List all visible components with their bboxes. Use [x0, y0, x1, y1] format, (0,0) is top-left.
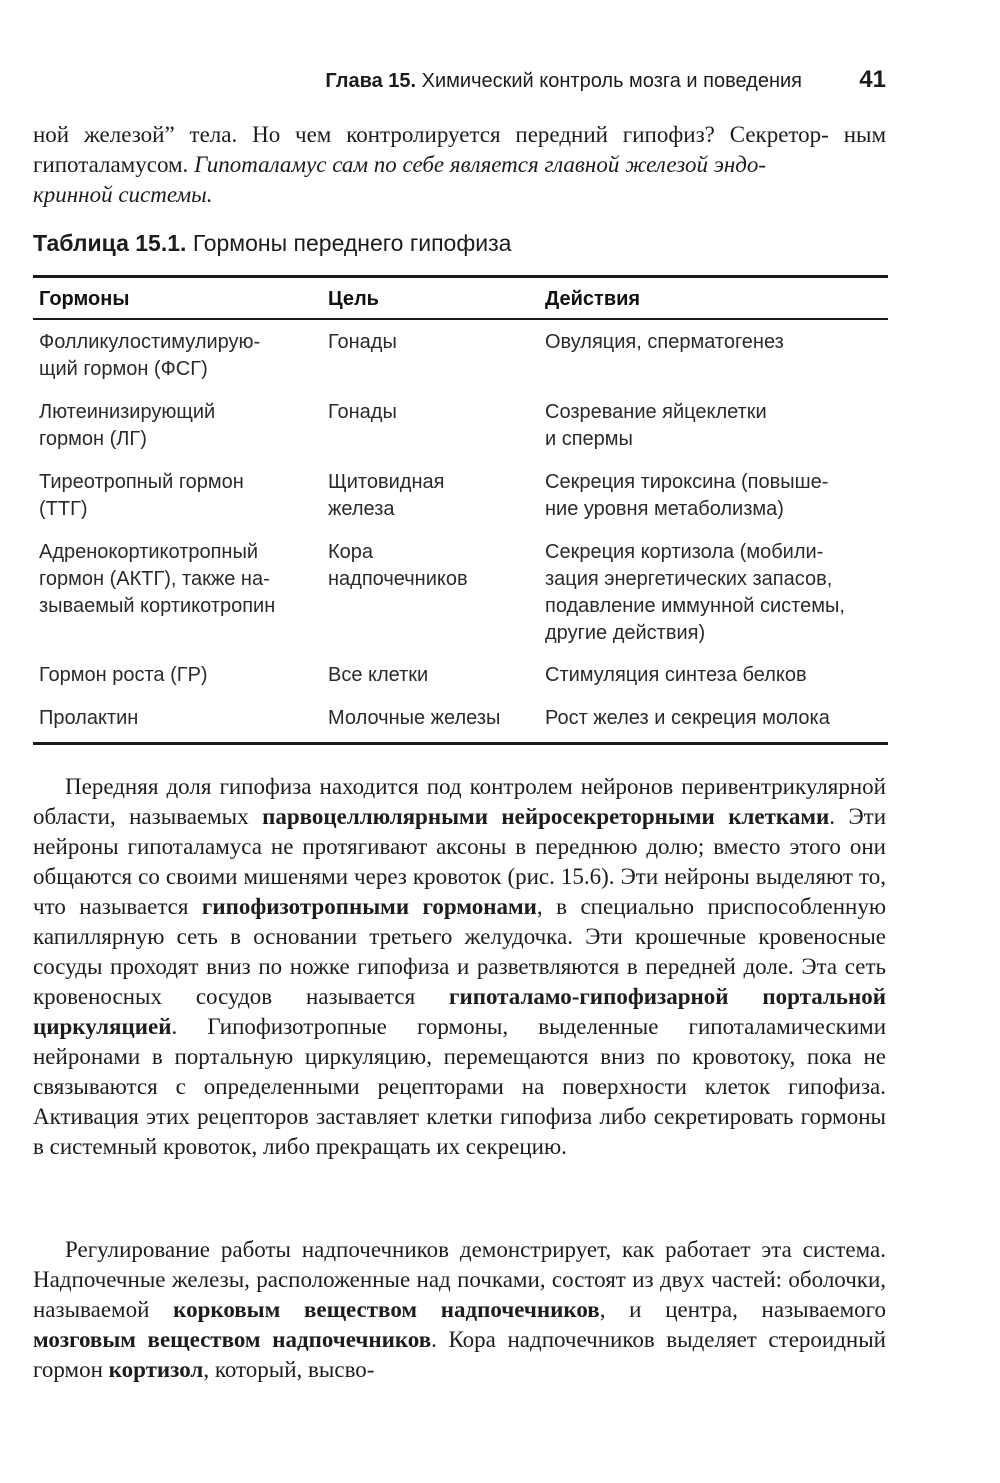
table-cell-target: Щитовидная железа	[328, 471, 445, 520]
intro-line-1: ной железой” тела. Но чем контролируется передний гипофиз? Секретор-	[33, 122, 829, 147]
chapter-title: Химический контроль мозга и поведения	[421, 70, 802, 92]
table-cell-hormone: Фолликулостимулирую- щий гормон (ФСГ)	[39, 331, 261, 380]
intro-line-3: кринной системы.	[33, 182, 213, 207]
table-cell-target: Кора надпочечников	[328, 541, 468, 590]
table-caption-label: Таблица 15.1.	[33, 230, 187, 256]
table-cell-hormone: Гормон роста (ГР)	[39, 664, 208, 686]
column-header-target: Цель	[328, 288, 379, 310]
term-parvocellular-cells: парвоцеллюлярными нейросекреторными клетками	[262, 804, 830, 829]
term-portal-circulation: гипоталамо-гипофизарной портальной циркуляцией	[33, 984, 886, 1039]
table-cell-action: Секреция тироксина (повыше- ние уровня метаболизма)	[545, 471, 829, 520]
term-adrenal-medulla: мозговым веществом надпочечников	[33, 1327, 432, 1352]
paragraph-text: . Кора надпочечников выделяет стероидный гормон	[33, 1327, 886, 1382]
table-top-rule	[33, 275, 888, 278]
table-cell-action: Стимуляция синтеза белков	[545, 664, 807, 686]
table-cell-action: Секреция кортизола (мобили- зация энергетических запасов, подавление иммунной системы, другие действия)	[545, 541, 845, 644]
running-header	[0, 66, 886, 98]
term-hypophysiotropic-hormones: гипофизотропными гормонами	[201, 894, 537, 919]
table-cell-action: Овуляция, сперматогенез	[545, 331, 784, 353]
page-number: 41	[859, 66, 886, 93]
chapter-heading	[325, 70, 802, 93]
paragraph-text: . Гипофизотропные гормоны, выделенные гипоталамическими нейронами в портальную циркуляцию, перемещаются вниз по кровотоку, пока не связываются с определенными рецепторами на поверхности клеток гипофиза. Активация этих рецепторов заставляет клетки гипофиза либо секретировать гормоны в системный кровоток, либо прекращать их секрецию.	[33, 1014, 886, 1159]
term-cortisol: кортизол	[108, 1357, 204, 1382]
term-adrenal-cortex: корковым веществом надпочечников	[173, 1297, 600, 1322]
column-header-hormones: Гормоны	[39, 288, 130, 310]
body-paragraph-2	[33, 1235, 886, 1385]
table-cell-target: Все клетки	[328, 664, 429, 686]
paragraph-text: Регулирование работы надпочечников демонстрирует, как работает эта система. Надпочечные железы, расположенные над почками, состоят из двух частей: оболочки, называемой	[33, 1237, 886, 1322]
column-header-actions: Действия	[545, 288, 641, 310]
table-header-rule	[33, 318, 888, 320]
intro-paragraph	[33, 120, 886, 210]
table-cell-action: Рост желез и секреция молока	[545, 707, 830, 729]
table-cell-hormone: Тиреотропный гормон (ТТГ)	[39, 471, 244, 520]
table-cell-target: Гонады	[328, 401, 397, 423]
table-cell-hormone: Пролактин	[39, 707, 139, 729]
paragraph-text: , и центра, называемого	[599, 1297, 886, 1322]
table-cell-hormone: Лютеинизирующий гормон (ЛГ)	[39, 401, 216, 450]
chapter-label: Глава 15.	[325, 70, 417, 92]
body-paragraph-1	[33, 772, 886, 1162]
table-caption-title: Гормоны переднего гипофиза	[192, 230, 512, 256]
paragraph-text: , который, высво-	[203, 1357, 375, 1382]
table-bottom-rule	[33, 742, 888, 745]
table-cell-action: Созревание яйцеклетки и спермы	[545, 401, 767, 450]
intro-italic-text: Гипоталамус сам по себе является главной железой эндо-	[194, 152, 767, 177]
table-caption	[33, 230, 511, 257]
paragraph-text: , в специально приспособленную капиллярную сеть в основании третьего желудочка. Эти крошечные кровеносные сосуды проходят вниз по ножке гипофиза и разветвляются в передней доле. Эта сеть кровеносных сосудов называется	[33, 894, 887, 1009]
intro-line-2: ным гипоталамусом.	[33, 122, 887, 177]
table-cell-target: Молочные железы	[328, 707, 501, 729]
paragraph-text: . Эти нейроны гипоталамуса не протягивают аксоны в переднюю долю; вместо этого они общаются со своими мишенями через кровоток (рис. 15.6). Эти нейроны выделяют то, что называется	[33, 804, 887, 919]
table-cell-target: Гонады	[328, 331, 397, 353]
table-cell-hormone: Адренокортикотропный гормон (АКТГ), также на- зываемый кортикотропин	[39, 541, 276, 617]
paragraph-text: Передняя доля гипофиза находится под контролем нейронов перивентрикулярной области, называемых	[33, 774, 886, 829]
